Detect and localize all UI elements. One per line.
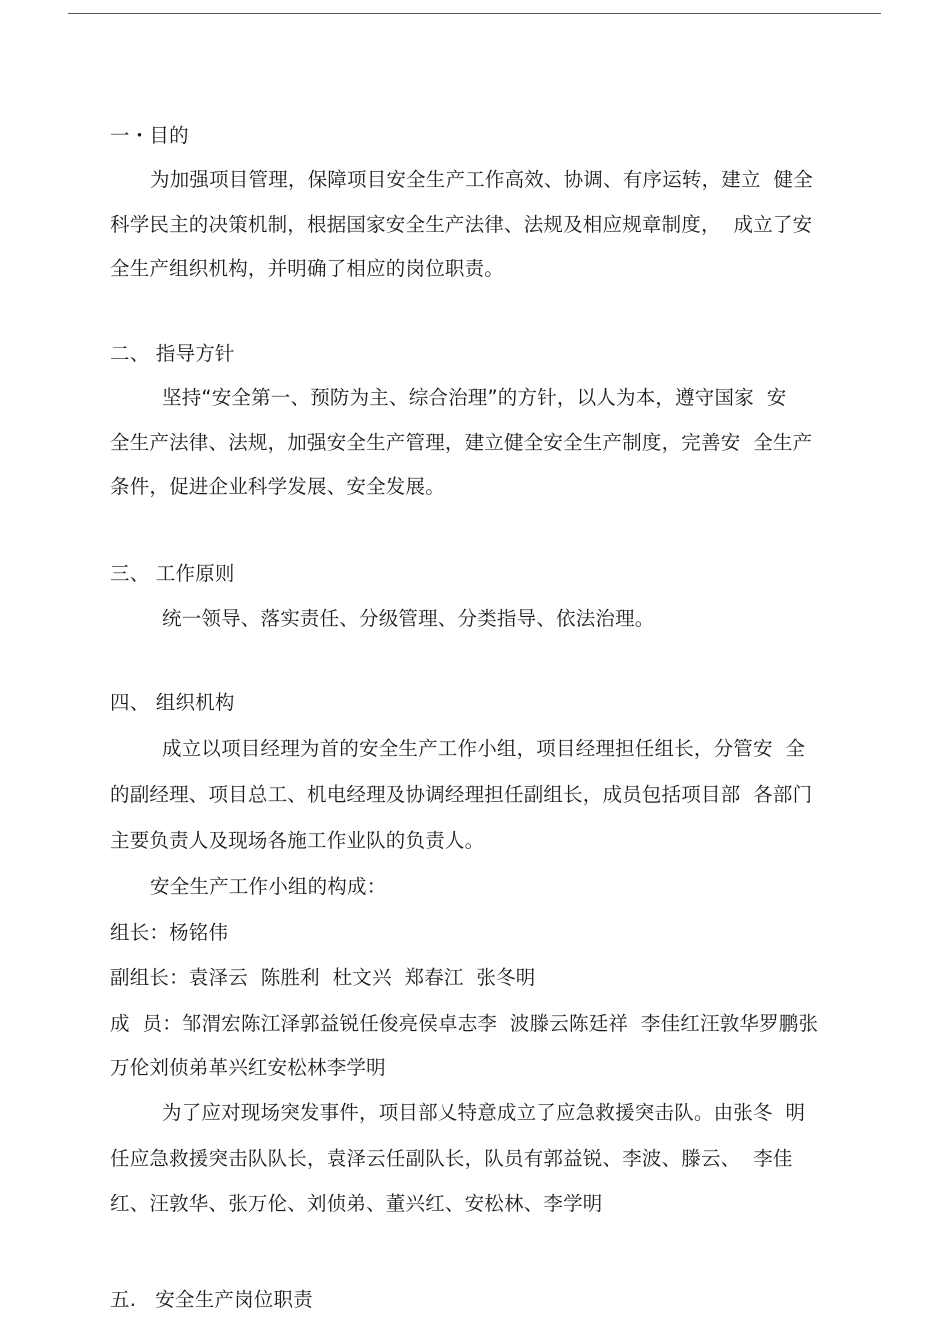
paragraph-line: 成立以项目经理为首的安全生产工作小组，项目经理担任组长，分管安 全 xyxy=(162,737,806,760)
paragraph-line: 科学民主的决策机制，根据国家安全生产法律、法规及相应规章制度， 成立了安 xyxy=(110,213,813,236)
paragraph-line: 坚持“安全第一、预防为主、综合治理”的方针，以人为本，遵守国家 安 xyxy=(162,386,787,409)
section-heading: 四、 组织机构 xyxy=(110,691,235,714)
section-heading: 五. 安全生产岗位职责 xyxy=(110,1288,313,1311)
paragraph-line: 任应急救援突击队队长，袁泽云任副队长，队员有郭益锐、李波、滕云、 李佳 xyxy=(110,1147,793,1170)
paragraph-line: 的副经理、项目总工、机电经理及协调经理担任副组长，成员包括项目部 各部门 xyxy=(110,783,813,806)
members-line: 万伦刘侦弟革兴红安松林李学明 xyxy=(110,1056,386,1079)
section-heading: 一・目的 xyxy=(110,124,189,147)
section-heading: 二、 指导方针 xyxy=(110,342,235,365)
paragraph-line: 全生产法律、法规，加强安全生产管理，建立健全安全生产制度，完善安 全生产 xyxy=(110,431,813,454)
team-leader-line: 组长：杨铭伟 xyxy=(110,921,229,944)
members-line: 成 员：邹渭宏陈江泽郭益锐任俊亮侯卓志李 波滕云陈廷祥 李佳红汪敦华罗鹏张 xyxy=(110,1012,819,1035)
paragraph-line: 为加强项目管理，保障项目安全生产工作高效、协调、有序运转，建立 健全 xyxy=(150,168,813,191)
paragraph-line: 安全生产工作小组的构成： xyxy=(150,875,387,898)
paragraph-line: 统一领导、落实责任、分级管理、分类指导、依法治理。 xyxy=(162,607,655,630)
header-rule xyxy=(68,13,881,14)
section-heading: 三、 工作原则 xyxy=(110,562,235,585)
paragraph-line: 条件，促进企业科学发展、安全发展。 xyxy=(110,475,445,498)
paragraph-line: 为了应对现场突发事件，项目部乂特意成立了应急救援突击队。由张冬 明 xyxy=(162,1101,806,1124)
paragraph-line: 全生产组织机构，并明确了相应的岗位职责。 xyxy=(110,257,505,280)
paragraph-line: 主要负责人及现场各施工作业队的负责人。 xyxy=(110,829,485,852)
paragraph-line: 红、汪敦华、张万伦、刘侦弟、董兴红、安松林、李学明 xyxy=(110,1192,603,1215)
deputy-leaders-line: 副组长：袁泽云 陈胜利 杜文兴 郑春江 张冬明 xyxy=(110,966,536,989)
